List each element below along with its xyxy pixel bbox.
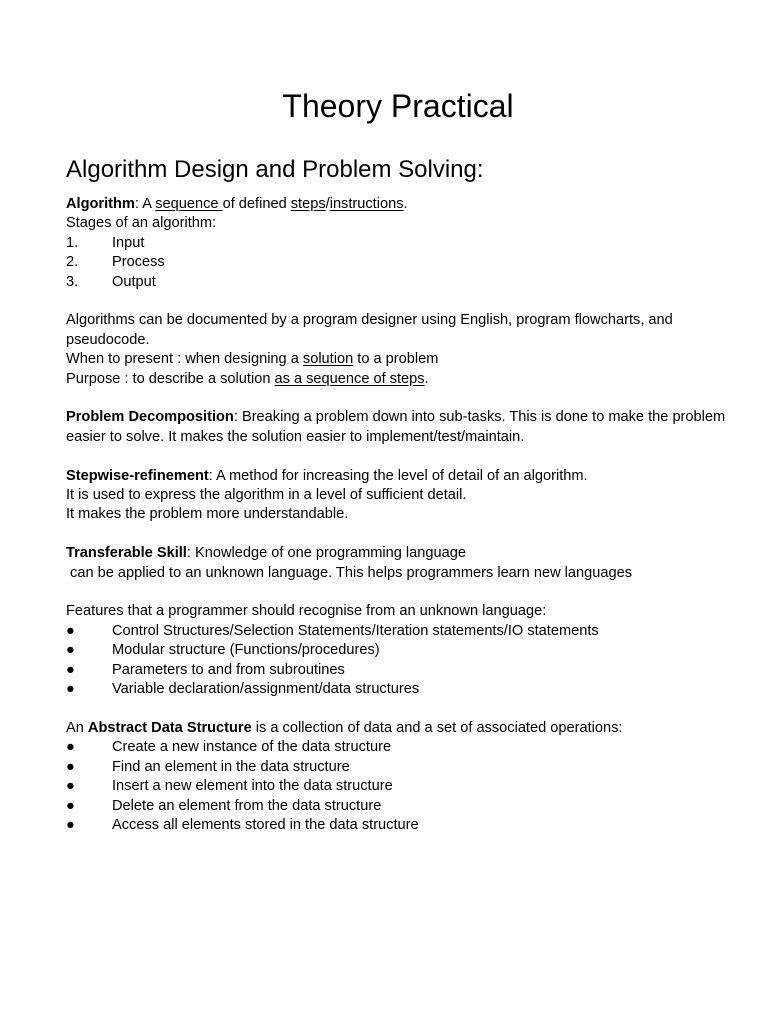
bullet-icon: ● [66, 816, 75, 833]
list-item-label: Output [112, 273, 156, 290]
algorithm-text-3: / [325, 196, 330, 212]
bullet-icon: ● [66, 622, 75, 639]
list-item-label: Variable declaration/assignment/data structures [112, 681, 420, 698]
stepwise-line-3: It makes the problem more understandable. [66, 506, 349, 523]
stepwise-paragraph [66, 467, 726, 486]
list-item [66, 680, 726, 699]
spacer [66, 699, 726, 718]
when-underline: solution [302, 351, 354, 368]
transferable-term: Transferable Skill [66, 545, 187, 562]
section-heading: Algorithm Design and Problem Solving: [66, 156, 484, 183]
list-item-label: Access all elements stored in the data structure [112, 816, 419, 833]
list-item [66, 816, 726, 835]
bullet-icon: ● [66, 681, 75, 698]
page-title: Theory Practical [282, 88, 514, 124]
algorithm-text-1: : A [134, 196, 156, 212]
list-item-label: Input [112, 234, 145, 251]
features-intro: Features that a programmer should recognise from an unknown language: [66, 603, 547, 620]
list-item-label: Control Structures/Selection Statements/Iteration statements/IO statements [112, 622, 599, 639]
list-item-label: Process [112, 254, 165, 271]
document-body [66, 195, 726, 835]
ads-term: Abstract Data Structure [87, 719, 252, 736]
list-number: 2. [66, 254, 79, 271]
transferable-line-2: can be applied to an unknown language. This helps programmers learn new languages [66, 564, 633, 581]
list-item [66, 661, 726, 680]
purpose-text-end: . [424, 370, 429, 387]
stepwise-text: : A method for increasing the level of detail of an algorithm. [208, 467, 588, 484]
stepwise-term: Stepwise-refinement [66, 467, 209, 484]
stages-list [66, 234, 726, 292]
list-item [66, 234, 726, 253]
decomposition-text: : Breaking a problem down into sub-tasks. This is done to make the problem easier to solve. It makes the solution easier to implement/test/maintain. [66, 409, 726, 445]
features-list [66, 622, 726, 700]
bullet-icon: ● [66, 661, 75, 678]
documented-paragraph: Algorithms can be documented by a program designer using English, program flowcharts, and pseudocode. [66, 312, 673, 348]
ads-paragraph [66, 719, 726, 738]
algorithm-text-2: of defined [222, 196, 291, 212]
list-item-label: Parameters to and from subroutines [112, 661, 345, 678]
list-item-label: Modular structure (Functions/procedures) [112, 642, 380, 659]
list-item [66, 273, 726, 292]
list-item-label: Insert a new element into the data structure [112, 778, 393, 795]
list-item [66, 253, 726, 272]
algorithm-underline-sequence: sequence [155, 196, 223, 212]
list-number: 3. [66, 273, 79, 290]
when-text-end: to a problem [353, 351, 439, 368]
decomposition-term: Problem Decomposition [66, 409, 234, 426]
spacer [66, 583, 726, 602]
transferable-text: : Knowledge of one programming language [186, 545, 466, 562]
algorithm-term: Algorithm [66, 196, 135, 212]
algorithm-underline-steps: steps [290, 196, 326, 212]
spacer [66, 525, 726, 544]
list-item [66, 738, 726, 757]
purpose-underline: as a sequence of steps [274, 370, 425, 387]
stages-intro: Stages of an algorithm: [66, 215, 217, 232]
bullet-icon: ● [66, 797, 75, 814]
spacer [66, 447, 726, 466]
algorithm-text-4: . [403, 196, 408, 212]
spacer [66, 389, 726, 408]
ads-text-post: is a collection of data and a set of associated operations: [251, 719, 623, 736]
ads-text-pre: An [66, 719, 88, 736]
purpose [66, 370, 726, 389]
algorithm-underline-instructions: instructions [329, 196, 404, 212]
spacer [66, 292, 726, 311]
when-text: When to present : when designing a [66, 351, 303, 368]
bullet-icon: ● [66, 642, 75, 659]
when-to-present [66, 350, 726, 369]
list-item [66, 758, 726, 777]
list-item-label: Delete an element from the data structure [112, 797, 382, 814]
operations-list [66, 738, 726, 835]
purpose-text: Purpose : to describe a solution [66, 370, 275, 387]
bullet-icon: ● [66, 778, 75, 795]
algorithm-definition [66, 195, 726, 214]
stepwise-line-2: It is used to express the algorithm in a level of sufficient detail. [66, 487, 467, 504]
decomposition-paragraph [66, 408, 726, 447]
list-item [66, 797, 726, 816]
list-item-label: Find an element in the data structure [112, 758, 350, 775]
list-item [66, 777, 726, 796]
list-number: 1. [66, 234, 79, 251]
bullet-icon: ● [66, 739, 75, 756]
list-item [66, 641, 726, 660]
transferable-paragraph [66, 544, 726, 563]
bullet-icon: ● [66, 758, 75, 775]
list-item-label: Create a new instance of the data structure [112, 739, 392, 756]
list-item [66, 622, 726, 641]
